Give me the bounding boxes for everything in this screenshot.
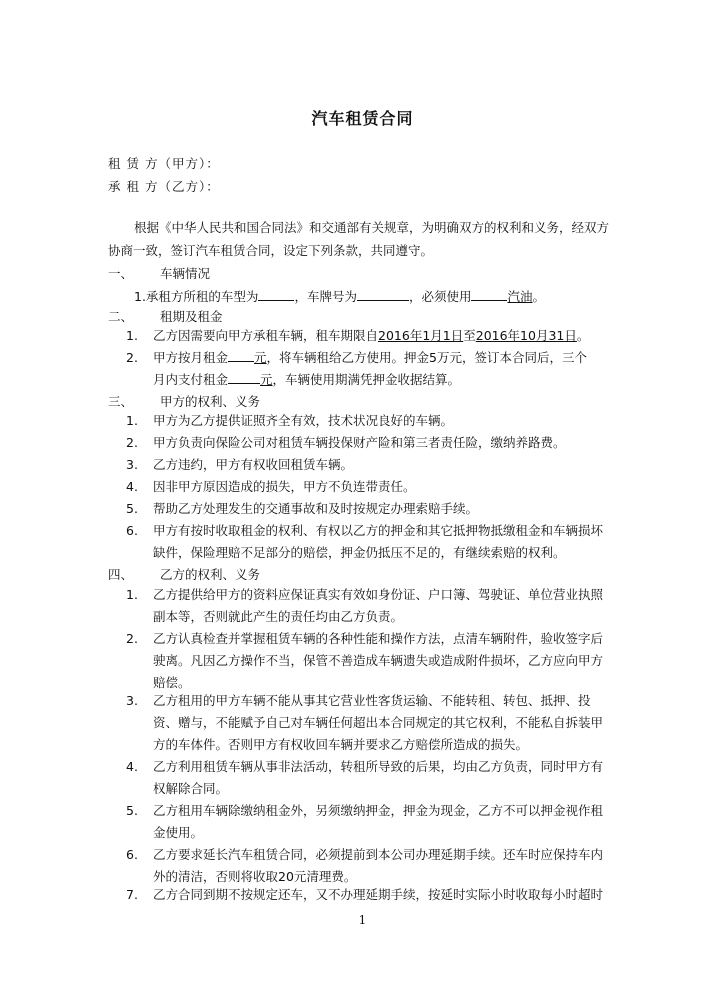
vehicle-text: 。 [532, 289, 545, 304]
plate-blank [357, 288, 409, 301]
item-number: 1. [126, 587, 138, 602]
item-number: 6. [126, 847, 138, 862]
rent-blank [228, 371, 260, 384]
item-number: 6. [126, 523, 138, 538]
fuel-blank [471, 288, 507, 301]
item-text: 乙方利用租赁车辆从事非法活动，转租所导致的后果，均由乙方负责，同时甲方有权解除合同。 [153, 759, 604, 796]
section-number: 三、 [108, 394, 134, 409]
rent-blank [228, 349, 254, 362]
page-number: 1 [358, 913, 367, 927]
item-text: 乙方提供给甲方的资料应保证真实有效如身份证、户口簿、驾驶证、单位营业执照副本等，否则就此产生的责任均由乙方负责。 [153, 587, 604, 624]
item-text: 乙方租用的甲方车辆不能从事其它营业性客货运输、不能转租、转包、抵押、投资、赠与，不能赋予自己对车辆任何超出本合同规定的其它权利，不能私自拆装甲方的车体件。否则甲方有权收回车辆并要求乙方赔偿所造成的损失。 [153, 693, 604, 752]
section-number: 一、 [108, 266, 134, 281]
section-number: 二、 [108, 309, 134, 324]
item-text: 乙方因需要向甲方承租车辆，租车期限自2016年1月1日至2016年10月31日。 [153, 328, 590, 343]
lessor-label: 租 赁 方（甲方）： [108, 156, 220, 171]
section-number: 四、 [108, 567, 134, 582]
item-text: 甲方负责向保险公司对租赁车辆投保财产险和第三者责任险，缴纳养路费。 [153, 435, 566, 450]
vehicle-text: ，必须使用 [408, 289, 472, 304]
item-number: 5. [126, 501, 138, 516]
item-number: 1. [126, 413, 138, 428]
item-text: 甲方按月租金 元，将车辆租给乙方使用。押金5万元，签订本合同后，三个 月内支付租金 元，车辆使用期满凭押金收据结算。 [153, 350, 587, 387]
item-text: 因非甲方原因造成的损失，甲方不负连带责任。 [153, 479, 416, 494]
intro-paragraph: 根据《中华人民共和国合同法》和交通部有关规章，为明确双方的权利和义务，经双方协商一致，签订汽车租赁合同，设定下列条款，共同遵守。 [108, 220, 610, 258]
item-number: 4. [126, 479, 138, 494]
item-number: 7. [126, 887, 138, 902]
item-text: 甲方为乙方提供证照齐全有效，技术状况良好的车辆。 [153, 413, 454, 428]
item-text: 乙方认真检查并掌握租赁车辆的各种性能和操作方法，点清车辆附件，验收签字后驶离。凡因乙方操作不当，保管不善造成车辆遗失或造成附件损坏，乙方应向甲方赔偿。 [153, 631, 604, 690]
item-text: 乙方合同到期不按规定还车，又不办理延期手续，按延时实际小时收取每小时超时 [153, 887, 604, 902]
start-date: 2016年1月1日 [378, 328, 464, 343]
vehicle-text: ，车牌号为 [294, 289, 357, 304]
item-number: 3. [126, 693, 138, 708]
document-title: 汽车租赁合同 [311, 109, 414, 128]
lessee-label: 承 租 方（乙方）： [108, 179, 220, 194]
item-text: 乙方租用车辆除缴纳租金外，另须缴纳押金，押金为现金，乙方不可以押金视作租金使用。 [153, 803, 604, 840]
fuel-type: 汽油 [507, 289, 533, 304]
item-number: 2. [126, 435, 138, 450]
item-number: 1. [126, 328, 138, 343]
section-party-a [108, 394, 260, 410]
item-text: 甲方有按时收取租金的权利、有权以乙方的押金和其它抵押物抵缴租金和车辆损坏缺件，保险理赔不足部分的赔偿，押金仍抵压不足的，有继续索赔的权利。 [153, 523, 604, 560]
section-title: 乙方的权利、义务 [160, 567, 261, 582]
item-text: 乙方要求延长汽车租赁合同，必须提前到本公司办理延期手续。还车时应保持车内外的清洁，否则将收取20元清理费。 [153, 847, 604, 884]
item-number: 2. [126, 350, 138, 365]
section-lease-term [108, 309, 223, 325]
section-title: 租期及租金 [160, 309, 223, 324]
item-number: 4. [126, 759, 138, 774]
item-number: 3. [126, 457, 138, 472]
section-title: 车辆情况 [160, 266, 211, 281]
vehicle-text: 1.承租方所租的车型为 [134, 289, 259, 304]
item-number: 2. [126, 631, 138, 646]
item-number: 5. [126, 803, 138, 818]
item-text: 乙方违约，甲方有权收回租赁车辆。 [153, 457, 354, 472]
section-party-b [108, 567, 260, 583]
item-text: 帮助乙方处理发生的交通事故和及时按规定办理索赔手续。 [153, 501, 479, 516]
model-blank [258, 288, 294, 301]
end-date: 2016年10月31日 [475, 328, 577, 343]
section-vehicle-info [108, 266, 210, 282]
section-title: 甲方的权利、义务 [160, 394, 261, 409]
vehicle-clause [134, 288, 545, 305]
